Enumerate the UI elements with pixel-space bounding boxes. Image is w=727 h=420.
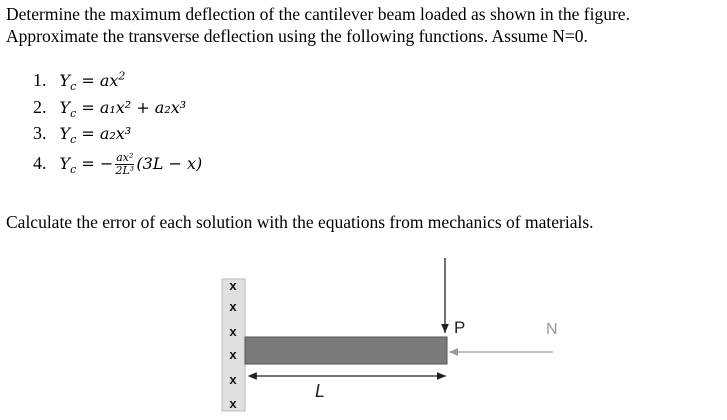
item-number: 2. — [33, 97, 47, 117]
wall-hatch-mark: x — [229, 324, 237, 339]
rhs-factor: (3L − x) — [136, 154, 203, 173]
rhs: = a₂x³ — [81, 124, 132, 143]
axial-label-n: N — [546, 321, 558, 338]
wall-hatch-mark: x — [229, 347, 237, 362]
rhs: = ax — [81, 71, 119, 91]
item-number: 4. — [33, 153, 47, 173]
function-4: 4. $Y_c$ = − $\frac{\text{ax²}}{\text{2L³}}$ (3L − x) — [33, 151, 203, 177]
load-label-p: P — [454, 318, 466, 337]
subscript: c — [70, 107, 77, 121]
rhs-sign: = − — [81, 154, 114, 173]
function-2: 2. $Y_c = a_1x^2 + a_2x^3$ — [33, 97, 187, 121]
rhs: = a₁x² + a₂x³ — [81, 98, 187, 117]
closing-instruction: Calculate the error of each solution with the equations from mechanics of materials. — [6, 212, 594, 232]
wall-hatch-mark: x — [229, 396, 237, 411]
exponent: 2 — [118, 70, 126, 83]
subscript: c — [70, 163, 77, 177]
numerator: ax² — [116, 151, 134, 164]
wall-hatch-mark: x — [229, 372, 237, 387]
length-label-l: L — [315, 381, 326, 401]
item-number: 1. — [33, 70, 47, 91]
problem-statement-line1: Determine the maximum deflection of the cantilever beam loaded as shown in the figure. — [6, 4, 630, 24]
wall-hatch-mark: x — [229, 278, 237, 293]
subscript: c — [70, 80, 77, 94]
beam — [245, 337, 447, 364]
subscript: c — [70, 133, 77, 147]
item-number: 3. — [33, 123, 47, 143]
wall-hatch-mark: x — [229, 299, 237, 314]
problem-statement-line2: Approximate the transverse deflection using the following functions. Assume N=0. — [6, 26, 588, 46]
y-symbol: Y — [59, 71, 71, 91]
denominator: 2L³ — [115, 164, 135, 177]
function-3: 3. $Y_c = a_2x^3$ — [33, 123, 132, 147]
